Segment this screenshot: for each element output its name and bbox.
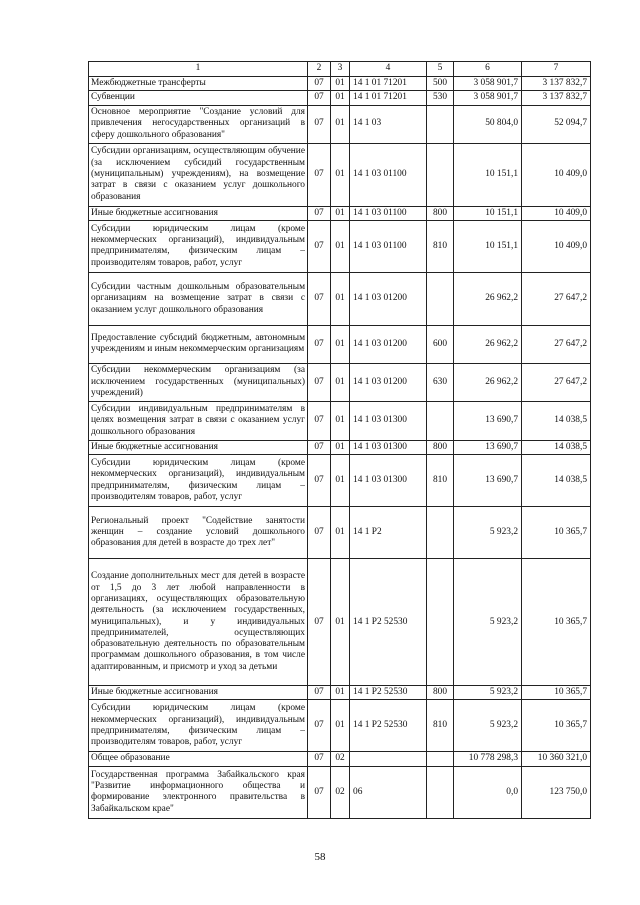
cell-target-item: 14 1 P2 xyxy=(350,507,427,559)
cell-amount-2: 14 038,5 xyxy=(522,440,591,454)
row-name: Иные бюджетные ассигнования xyxy=(89,206,308,220)
cell-amount-2: 10 365,7 xyxy=(522,507,591,559)
cell-amount-2: 10 365,7 xyxy=(522,700,591,752)
cell-amount-1: 26 962,2 xyxy=(454,363,522,401)
cell-amount-2: 10 409,0 xyxy=(522,206,591,220)
cell-amount-2: 10 365,7 xyxy=(522,686,591,700)
cell-amount-1: 5 923,2 xyxy=(454,507,522,559)
cell-amount-1: 10 151,1 xyxy=(454,143,522,206)
cell-target-item: 14 1 03 01300 xyxy=(350,401,427,440)
cell-expense-type xyxy=(427,559,454,686)
cell-section: 07 xyxy=(308,105,331,143)
cell-amount-1: 3 058 901,7 xyxy=(454,77,522,91)
column-header: 2 xyxy=(308,62,331,77)
column-header: 4 xyxy=(350,62,427,77)
table-row xyxy=(89,700,591,752)
column-header: 5 xyxy=(427,62,454,77)
cell-subsection: 01 xyxy=(331,325,350,363)
row-name: Субвенции xyxy=(89,91,308,105)
row-name: Региональный проект "Содействие занятости женщин – создание условий дошкольного образования для детей в возрасте до трех лет" xyxy=(89,507,308,559)
cell-section: 07 xyxy=(308,700,331,752)
cell-section: 07 xyxy=(308,752,331,766)
table-row xyxy=(89,507,591,559)
cell-amount-1: 5 923,2 xyxy=(454,559,522,686)
cell-section: 07 xyxy=(308,220,331,272)
cell-amount-2: 14 038,5 xyxy=(522,455,591,507)
cell-expense-type: 500 xyxy=(427,77,454,91)
cell-section: 07 xyxy=(308,91,331,105)
cell-target-item: 14 1 P2 52530 xyxy=(350,700,427,752)
budget-table xyxy=(88,61,591,819)
cell-amount-1: 5 923,2 xyxy=(454,700,522,752)
table-row xyxy=(89,752,591,766)
cell-subsection: 01 xyxy=(331,455,350,507)
column-header: 6 xyxy=(454,62,522,77)
row-name: Субсидии частным дошкольным образовательным организациям на возмещение затрат в связи с оказанием услуг дошкольного образования xyxy=(89,272,308,325)
cell-section: 07 xyxy=(308,440,331,454)
cell-expense-type xyxy=(427,105,454,143)
cell-target-item: 14 1 03 01100 xyxy=(350,220,427,272)
cell-section: 07 xyxy=(308,401,331,440)
cell-target-item: 14 1 03 01200 xyxy=(350,325,427,363)
cell-target-item: 14 1 P2 52530 xyxy=(350,559,427,686)
cell-amount-2: 14 038,5 xyxy=(522,401,591,440)
table-row xyxy=(89,401,591,440)
cell-amount-1: 13 690,7 xyxy=(454,455,522,507)
cell-subsection: 01 xyxy=(331,143,350,206)
cell-section: 07 xyxy=(308,507,331,559)
cell-amount-1: 13 690,7 xyxy=(454,440,522,454)
cell-amount-2: 27 647,2 xyxy=(522,272,591,325)
cell-target-item: 14 1 03 01100 xyxy=(350,206,427,220)
cell-subsection: 01 xyxy=(331,220,350,272)
cell-expense-type: 810 xyxy=(427,220,454,272)
cell-target-item: 14 1 03 xyxy=(350,105,427,143)
cell-expense-type: 810 xyxy=(427,700,454,752)
cell-subsection: 01 xyxy=(331,507,350,559)
table-row xyxy=(89,206,591,220)
row-name: Субсидии юридическим лицам (кроме некоммерческих организаций), индивидуальным предпринимателям, физическим лицам – производителям товаров, работ, услуг xyxy=(89,220,308,272)
cell-section: 07 xyxy=(308,559,331,686)
cell-expense-type: 800 xyxy=(427,206,454,220)
row-name: Субсидии юридическим лицам (кроме некоммерческих организаций), индивидуальным предпринимателям, физическим лицам – производителям товаров, работ, услуг xyxy=(89,455,308,507)
cell-target-item: 14 1 03 01300 xyxy=(350,440,427,454)
cell-expense-type: 800 xyxy=(427,440,454,454)
row-name: Межбюджетные трансферты xyxy=(89,77,308,91)
row-name: Общее образование xyxy=(89,752,308,766)
cell-subsection: 01 xyxy=(331,272,350,325)
cell-section: 07 xyxy=(308,77,331,91)
table-row xyxy=(89,766,591,818)
cell-amount-2: 10 360 321,0 xyxy=(522,752,591,766)
cell-expense-type xyxy=(427,766,454,818)
cell-amount-2: 123 750,0 xyxy=(522,766,591,818)
header-row xyxy=(89,62,591,77)
cell-amount-1: 0,0 xyxy=(454,766,522,818)
table-row xyxy=(89,220,591,272)
cell-target-item xyxy=(350,752,427,766)
row-name: Субсидии индивидуальным предпринимателям в целях возмещения затрат в связи с оказанием услуг дошкольного образования xyxy=(89,401,308,440)
cell-target-item: 14 1 03 01100 xyxy=(350,143,427,206)
table-row xyxy=(89,91,591,105)
column-header: 1 xyxy=(89,62,308,77)
cell-expense-type xyxy=(427,401,454,440)
cell-target-item: 14 1 03 01300 xyxy=(350,455,427,507)
cell-expense-type: 600 xyxy=(427,325,454,363)
table-row xyxy=(89,559,591,686)
cell-amount-1: 3 058 901,7 xyxy=(454,91,522,105)
row-name: Иные бюджетные ассигнования xyxy=(89,440,308,454)
cell-subsection: 01 xyxy=(331,206,350,220)
cell-expense-type xyxy=(427,143,454,206)
cell-expense-type xyxy=(427,272,454,325)
cell-amount-1: 5 923,2 xyxy=(454,686,522,700)
table-row xyxy=(89,440,591,454)
cell-amount-2: 10 409,0 xyxy=(522,143,591,206)
column-header: 7 xyxy=(522,62,591,77)
cell-subsection: 01 xyxy=(331,686,350,700)
cell-amount-2: 27 647,2 xyxy=(522,325,591,363)
column-header: 3 xyxy=(331,62,350,77)
cell-amount-2: 3 137 832,7 xyxy=(522,91,591,105)
cell-section: 07 xyxy=(308,143,331,206)
cell-section: 07 xyxy=(308,455,331,507)
cell-amount-2: 3 137 832,7 xyxy=(522,77,591,91)
table-row xyxy=(89,143,591,206)
cell-subsection: 01 xyxy=(331,559,350,686)
cell-target-item: 06 xyxy=(350,766,427,818)
cell-amount-1: 50 804,0 xyxy=(454,105,522,143)
row-name: Предоставление субсидий бюджетным, автономным учреждениям и иным некоммерческим организациям xyxy=(89,325,308,363)
cell-section: 07 xyxy=(308,272,331,325)
cell-expense-type xyxy=(427,752,454,766)
cell-expense-type: 810 xyxy=(427,455,454,507)
cell-expense-type: 530 xyxy=(427,91,454,105)
cell-target-item: 14 1 P2 52530 xyxy=(350,686,427,700)
table-row xyxy=(89,686,591,700)
row-name: Субсидии некоммерческим организациям (за исключением государственных (муниципальных) учреждений) xyxy=(89,363,308,401)
cell-section: 07 xyxy=(308,686,331,700)
row-name: Субсидии организациям, осуществляющим обучение (за исключением субсидий государственным (муниципальным) учреждениям), на возмещение затрат в связи с оказанием услуг дошкольного образования xyxy=(89,143,308,206)
table-row xyxy=(89,455,591,507)
cell-target-item: 14 1 03 01200 xyxy=(350,272,427,325)
row-name: Государственная программа Забайкальского края "Развитие информационного общества и формирование электронного правительства в Забайкальском крае" xyxy=(89,766,308,818)
row-name: Основное мероприятие "Создание условий для привлечения негосударственных организаций в сферу дошкольного образования" xyxy=(89,105,308,143)
table-row xyxy=(89,363,591,401)
cell-subsection: 01 xyxy=(331,105,350,143)
row-name: Иные бюджетные ассигнования xyxy=(89,686,308,700)
cell-subsection: 01 xyxy=(331,700,350,752)
cell-section: 07 xyxy=(308,206,331,220)
cell-amount-1: 10 151,1 xyxy=(454,220,522,272)
table-row xyxy=(89,325,591,363)
cell-amount-2: 27 647,2 xyxy=(522,363,591,401)
cell-subsection: 02 xyxy=(331,766,350,818)
cell-section: 07 xyxy=(308,766,331,818)
cell-subsection: 01 xyxy=(331,440,350,454)
row-name: Субсидии юридическим лицам (кроме некоммерческих организаций), индивидуальным предпринимателям, физическим лицам – производителям товаров, работ, услуг xyxy=(89,700,308,752)
cell-expense-type: 630 xyxy=(427,363,454,401)
cell-amount-1: 26 962,2 xyxy=(454,325,522,363)
cell-section: 07 xyxy=(308,363,331,401)
cell-subsection: 01 xyxy=(331,91,350,105)
page-number: 58 xyxy=(314,851,326,863)
cell-amount-1: 26 962,2 xyxy=(454,272,522,325)
cell-subsection: 02 xyxy=(331,752,350,766)
cell-subsection: 01 xyxy=(331,401,350,440)
cell-amount-2: 10 409,0 xyxy=(522,220,591,272)
table-row xyxy=(89,272,591,325)
cell-amount-1: 10 151,1 xyxy=(454,206,522,220)
cell-amount-2: 10 365,7 xyxy=(522,559,591,686)
cell-amount-2: 52 094,7 xyxy=(522,105,591,143)
cell-target-item: 14 1 01 71201 xyxy=(350,91,427,105)
table-row xyxy=(89,105,591,143)
table-row xyxy=(89,77,591,91)
cell-amount-1: 13 690,7 xyxy=(454,401,522,440)
cell-expense-type: 800 xyxy=(427,686,454,700)
cell-section: 07 xyxy=(308,325,331,363)
cell-target-item: 14 1 01 71201 xyxy=(350,77,427,91)
row-name: Создание дополнительных мест для детей в возрасте от 1,5 до 3 лет любой направленности в организациях, осуществляющих образовательную деятельность (за исключением государственных, муниципальных), и у индивидуальных предпринимателей, осуществляющих образовательную деятельность по образовательным программам дошкольного образования, в том числе адаптированным, и присмотр и уход за детьми xyxy=(89,559,308,686)
cell-expense-type xyxy=(427,507,454,559)
cell-subsection: 01 xyxy=(331,77,350,91)
cell-amount-1: 10 778 298,3 xyxy=(454,752,522,766)
cell-subsection: 01 xyxy=(331,363,350,401)
cell-target-item: 14 1 03 01200 xyxy=(350,363,427,401)
